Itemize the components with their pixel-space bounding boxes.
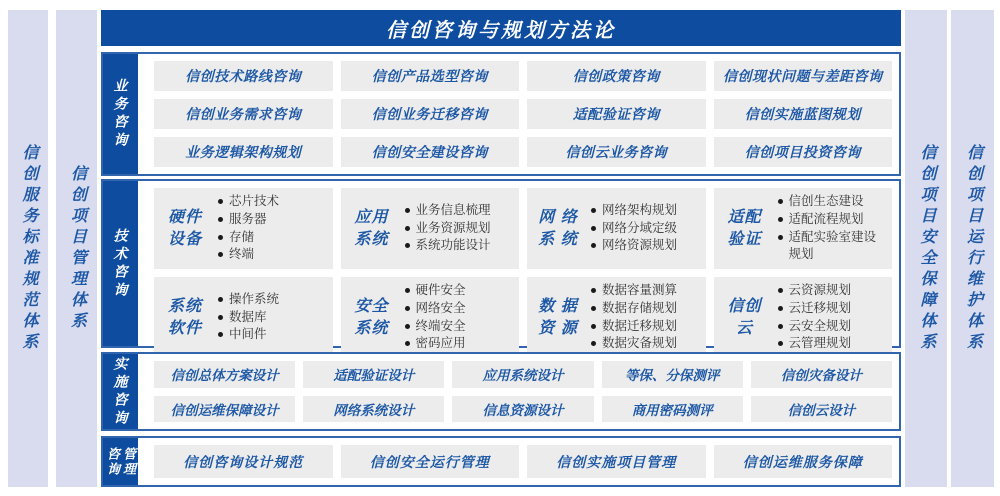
section-label-text-col2: 管理	[121, 446, 136, 477]
implementation-item: 信息资源设计	[452, 396, 593, 423]
section-label-text: 业务咨询	[112, 78, 129, 150]
bullet-item: 网络安全	[403, 300, 516, 318]
tech-card-term: 网 络 系 统	[538, 208, 578, 248]
bullet-dot-icon	[591, 324, 596, 329]
implementation-items-grid	[138, 354, 899, 429]
tech-card-term: 应用 系统	[354, 208, 389, 248]
bullet-item: 硬件安全	[403, 282, 516, 300]
section-business-consulting	[101, 52, 901, 176]
diagram-title: 信创咨询与规划方法论	[101, 10, 901, 46]
bullet-dot-icon	[591, 306, 596, 311]
implementation-item: 等保、分保测评	[602, 361, 743, 388]
bullet-item: 业务信息梳理	[403, 202, 516, 220]
bullet-item: 网络资源规划	[589, 237, 702, 255]
business-item: 信创业务需求咨询	[154, 99, 333, 129]
management-items-grid	[138, 438, 899, 485]
bullet-item: 数据库	[216, 309, 329, 327]
bullet-dot-icon	[778, 288, 783, 293]
bullet-item: 云资源规划	[776, 282, 889, 300]
management-item: 信创运维服务保障	[714, 445, 893, 478]
tech-card-term: 适配 验证	[727, 208, 762, 248]
tech-card-bullets	[216, 291, 329, 344]
tech-card-adaptation	[714, 188, 893, 269]
implementation-item: 商用密码测评	[602, 396, 743, 423]
business-item: 信创云业务咨询	[527, 137, 706, 167]
pillar-label: 信创项目运行维护体系	[964, 143, 982, 354]
bullet-item: 网络分域定级	[589, 220, 702, 238]
bullet-item: 网络架构规划	[589, 202, 702, 220]
technical-cards-grid	[138, 181, 899, 351]
bullet-item: 适配流程规划	[776, 211, 889, 229]
bullet-dot-icon	[405, 208, 410, 213]
bullet-item: 云管理规划	[776, 335, 889, 353]
bullet-dot-icon	[778, 217, 783, 222]
bullet-dot-icon	[405, 243, 410, 248]
bullet-dot-icon	[218, 332, 223, 337]
pillar-label: 信创项目管理体系	[68, 164, 86, 333]
implementation-item: 信创总体方案设计	[154, 361, 295, 388]
implementation-item: 适配验证设计	[303, 361, 444, 388]
bullet-dot-icon	[778, 199, 783, 204]
pillar-project-security-system	[905, 10, 947, 487]
bullet-dot-icon	[778, 341, 783, 346]
pillar-label: 信创服务标准规范体系	[20, 143, 37, 354]
business-item: 信创安全建设咨询	[341, 137, 520, 167]
tech-card-term: 硬件 设备	[167, 208, 202, 248]
implementation-item: 网络系统设计	[303, 396, 444, 423]
tech-card-xinchuang-cloud	[714, 277, 893, 358]
bullet-dot-icon	[591, 226, 596, 231]
bullet-item: 操作系统	[216, 291, 329, 309]
bullet-item: 系统功能设计	[403, 237, 516, 255]
bullet-dot-icon	[405, 306, 410, 311]
tech-card-bullets	[403, 202, 516, 255]
bullet-item: 中间件	[216, 326, 329, 344]
bullet-dot-icon	[591, 208, 596, 213]
bullet-dot-icon	[218, 199, 223, 204]
tech-card-system-software	[154, 277, 333, 358]
tech-card-term: 安全 系统	[354, 297, 389, 337]
tech-card-bullets	[403, 282, 516, 353]
pillar-project-operation-maintenance-system	[951, 10, 994, 487]
bullet-item: 适配实验室建设规划	[776, 229, 889, 265]
bullet-item: 存储	[216, 229, 329, 247]
bullet-dot-icon	[591, 341, 596, 346]
tech-card-term: 信创 云	[727, 297, 762, 337]
tech-card-term: 数 据 资 源	[538, 297, 578, 337]
bullet-item: 密码应用	[403, 335, 516, 353]
management-item: 信创咨询设计规范	[154, 445, 333, 478]
bullet-dot-icon	[405, 226, 410, 231]
implementation-item: 信创云设计	[751, 396, 892, 423]
tech-card-hardware	[154, 188, 333, 269]
management-item: 信创安全运行管理	[341, 445, 520, 478]
implementation-item: 信创灾备设计	[751, 361, 892, 388]
diagram-main-panel	[101, 10, 901, 487]
bullet-item: 服务器	[216, 211, 329, 229]
bullet-dot-icon	[218, 235, 223, 240]
bullet-dot-icon	[591, 288, 596, 293]
tech-card-bullets	[589, 282, 702, 353]
tech-card-application	[341, 188, 520, 269]
section-label-text: 实施咨询	[112, 355, 129, 428]
business-item: 信创技术路线咨询	[154, 61, 333, 91]
business-item: 信创业务迁移咨询	[341, 99, 520, 129]
business-item: 信创项目投资咨询	[714, 137, 893, 167]
business-item: 信创产品选型咨询	[341, 61, 520, 91]
tech-card-network	[527, 188, 706, 269]
section-label-management	[103, 438, 138, 485]
bullet-dot-icon	[778, 235, 783, 240]
bullet-dot-icon	[778, 306, 783, 311]
business-item: 适配验证咨询	[527, 99, 706, 129]
bullet-item: 数据容量测算	[589, 282, 702, 300]
tech-card-term: 系统 软件	[167, 297, 202, 337]
bullet-dot-icon	[405, 341, 410, 346]
bullet-dot-icon	[405, 288, 410, 293]
bullet-dot-icon	[778, 324, 783, 329]
bullet-dot-icon	[218, 252, 223, 257]
tech-card-security-system	[341, 277, 520, 358]
bullet-dot-icon	[218, 297, 223, 302]
bullet-item: 云安全规划	[776, 318, 889, 336]
bullet-item: 数据存储规划	[589, 300, 702, 318]
implementation-item: 信创运维保障设计	[154, 396, 295, 423]
business-item: 信创现状问题与差距咨询	[714, 61, 893, 91]
bullet-dot-icon	[591, 243, 596, 248]
tech-card-bullets	[216, 193, 329, 264]
tech-card-data-resource	[527, 277, 706, 358]
business-item: 业务逻辑架构规划	[154, 137, 333, 167]
section-consulting-management	[101, 436, 901, 487]
section-technical-consulting	[101, 179, 901, 351]
bullet-item: 数据灾备规划	[589, 335, 702, 353]
pillar-label: 信创项目安全保障体系	[918, 143, 935, 354]
bullet-item: 信创生态建设	[776, 193, 889, 211]
bullet-item: 业务资源规划	[403, 220, 516, 238]
management-item: 信创实施项目管理	[527, 445, 706, 478]
section-implementation-consulting	[101, 352, 901, 431]
tech-card-bullets	[776, 193, 889, 264]
business-item: 信创政策咨询	[527, 61, 706, 91]
bullet-item: 数据迁移规划	[589, 318, 702, 336]
tech-card-bullets	[589, 202, 702, 255]
section-label-text-col1: 咨询	[105, 446, 120, 477]
bullet-item: 芯片技术	[216, 193, 329, 211]
section-label-business	[103, 54, 138, 174]
bullet-dot-icon	[405, 324, 410, 329]
business-items-grid	[138, 54, 899, 174]
section-label-text: 技术咨询	[112, 227, 129, 300]
implementation-item: 应用系统设计	[452, 361, 593, 388]
bullet-item: 终端安全	[403, 318, 516, 336]
section-label-implementation	[103, 354, 138, 429]
pillar-service-standard-system	[8, 10, 48, 487]
section-label-technical	[103, 181, 138, 346]
bullet-item: 终端	[216, 246, 329, 264]
tech-card-bullets	[776, 282, 889, 353]
business-item: 信创实施蓝图规划	[714, 99, 893, 129]
pillar-project-management-system	[56, 10, 97, 487]
bullet-item: 云迁移规划	[776, 300, 889, 318]
bullet-dot-icon	[218, 217, 223, 222]
bullet-dot-icon	[218, 315, 223, 320]
